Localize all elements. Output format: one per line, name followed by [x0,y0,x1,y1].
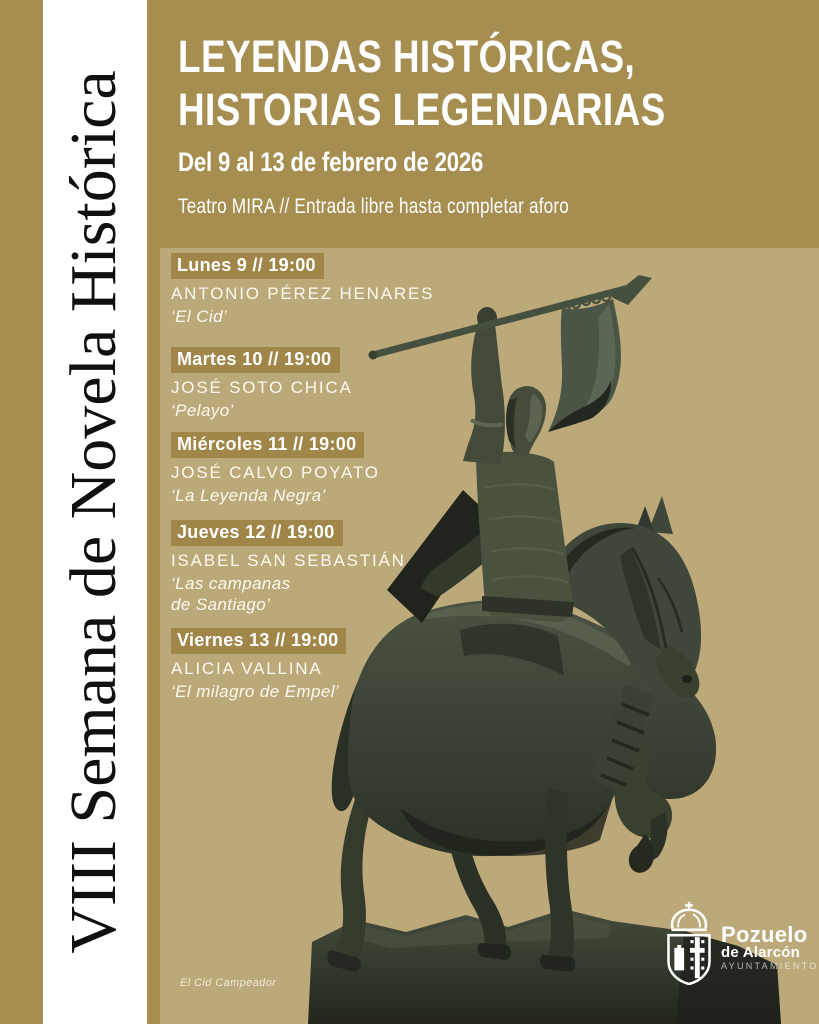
schedule-item [171,253,434,328]
schedule-item [171,628,346,703]
schedule-item [171,520,406,615]
author-name: ISABEL SAN SEBASTIÁN [171,551,406,570]
logo-name-line2: de Alarcón [721,944,800,961]
series-vertical-title: VIII Semana de Novela Histórica [57,70,130,954]
book-title: ‘La Leyenda Negra’ [171,486,326,505]
book-title: ‘El Cid’ [171,307,228,326]
day-time-chip: Martes 10 // 19:00 [171,347,340,373]
book-title: ‘Pelayo’ [171,401,234,420]
author-name: ALICIA VALLINA [171,659,323,678]
poster-header [178,30,773,219]
pozuelo-shield-icon [663,901,715,985]
book-title: ‘El milagro de Empel’ [171,682,340,701]
date-range: Del 9 al 13 de febrero de 2026 [178,147,484,177]
photo-caption: El Cid Campeador [180,977,277,989]
ayuntamiento-logo [663,901,819,985]
logo-name-line1: Pozuelo [721,922,808,947]
banner [548,299,621,432]
schedule-item [171,432,380,507]
schedule-list [171,248,491,748]
day-time-chip: Jueves 12 // 19:00 [171,520,343,546]
author-name: JOSÉ SOTO CHICA [171,378,353,397]
venue-info: Teatro MIRA // Entrada libre hasta completar aforo [178,195,570,218]
logo-text [721,922,819,972]
schedule-item [171,347,353,422]
rider-head [506,386,546,457]
book-title: ‘Las campanas de Santiago’ [171,574,291,614]
day-time-chip: Lunes 9 // 19:00 [171,253,324,279]
title-line-1: LEYENDAS HISTÓRICAS, [178,31,636,82]
author-name: JOSÉ CALVO POYATO [171,463,380,482]
day-time-chip: Miércoles 11 // 19:00 [171,432,364,458]
title-line-2: HISTORIAS LEGENDARIAS [178,84,666,135]
day-time-chip: Viernes 13 // 19:00 [171,628,346,654]
logo-subtitle: AYUNTAMIENTO [721,961,819,971]
author-name: ANTONIO PÉREZ HENARES [171,284,435,303]
